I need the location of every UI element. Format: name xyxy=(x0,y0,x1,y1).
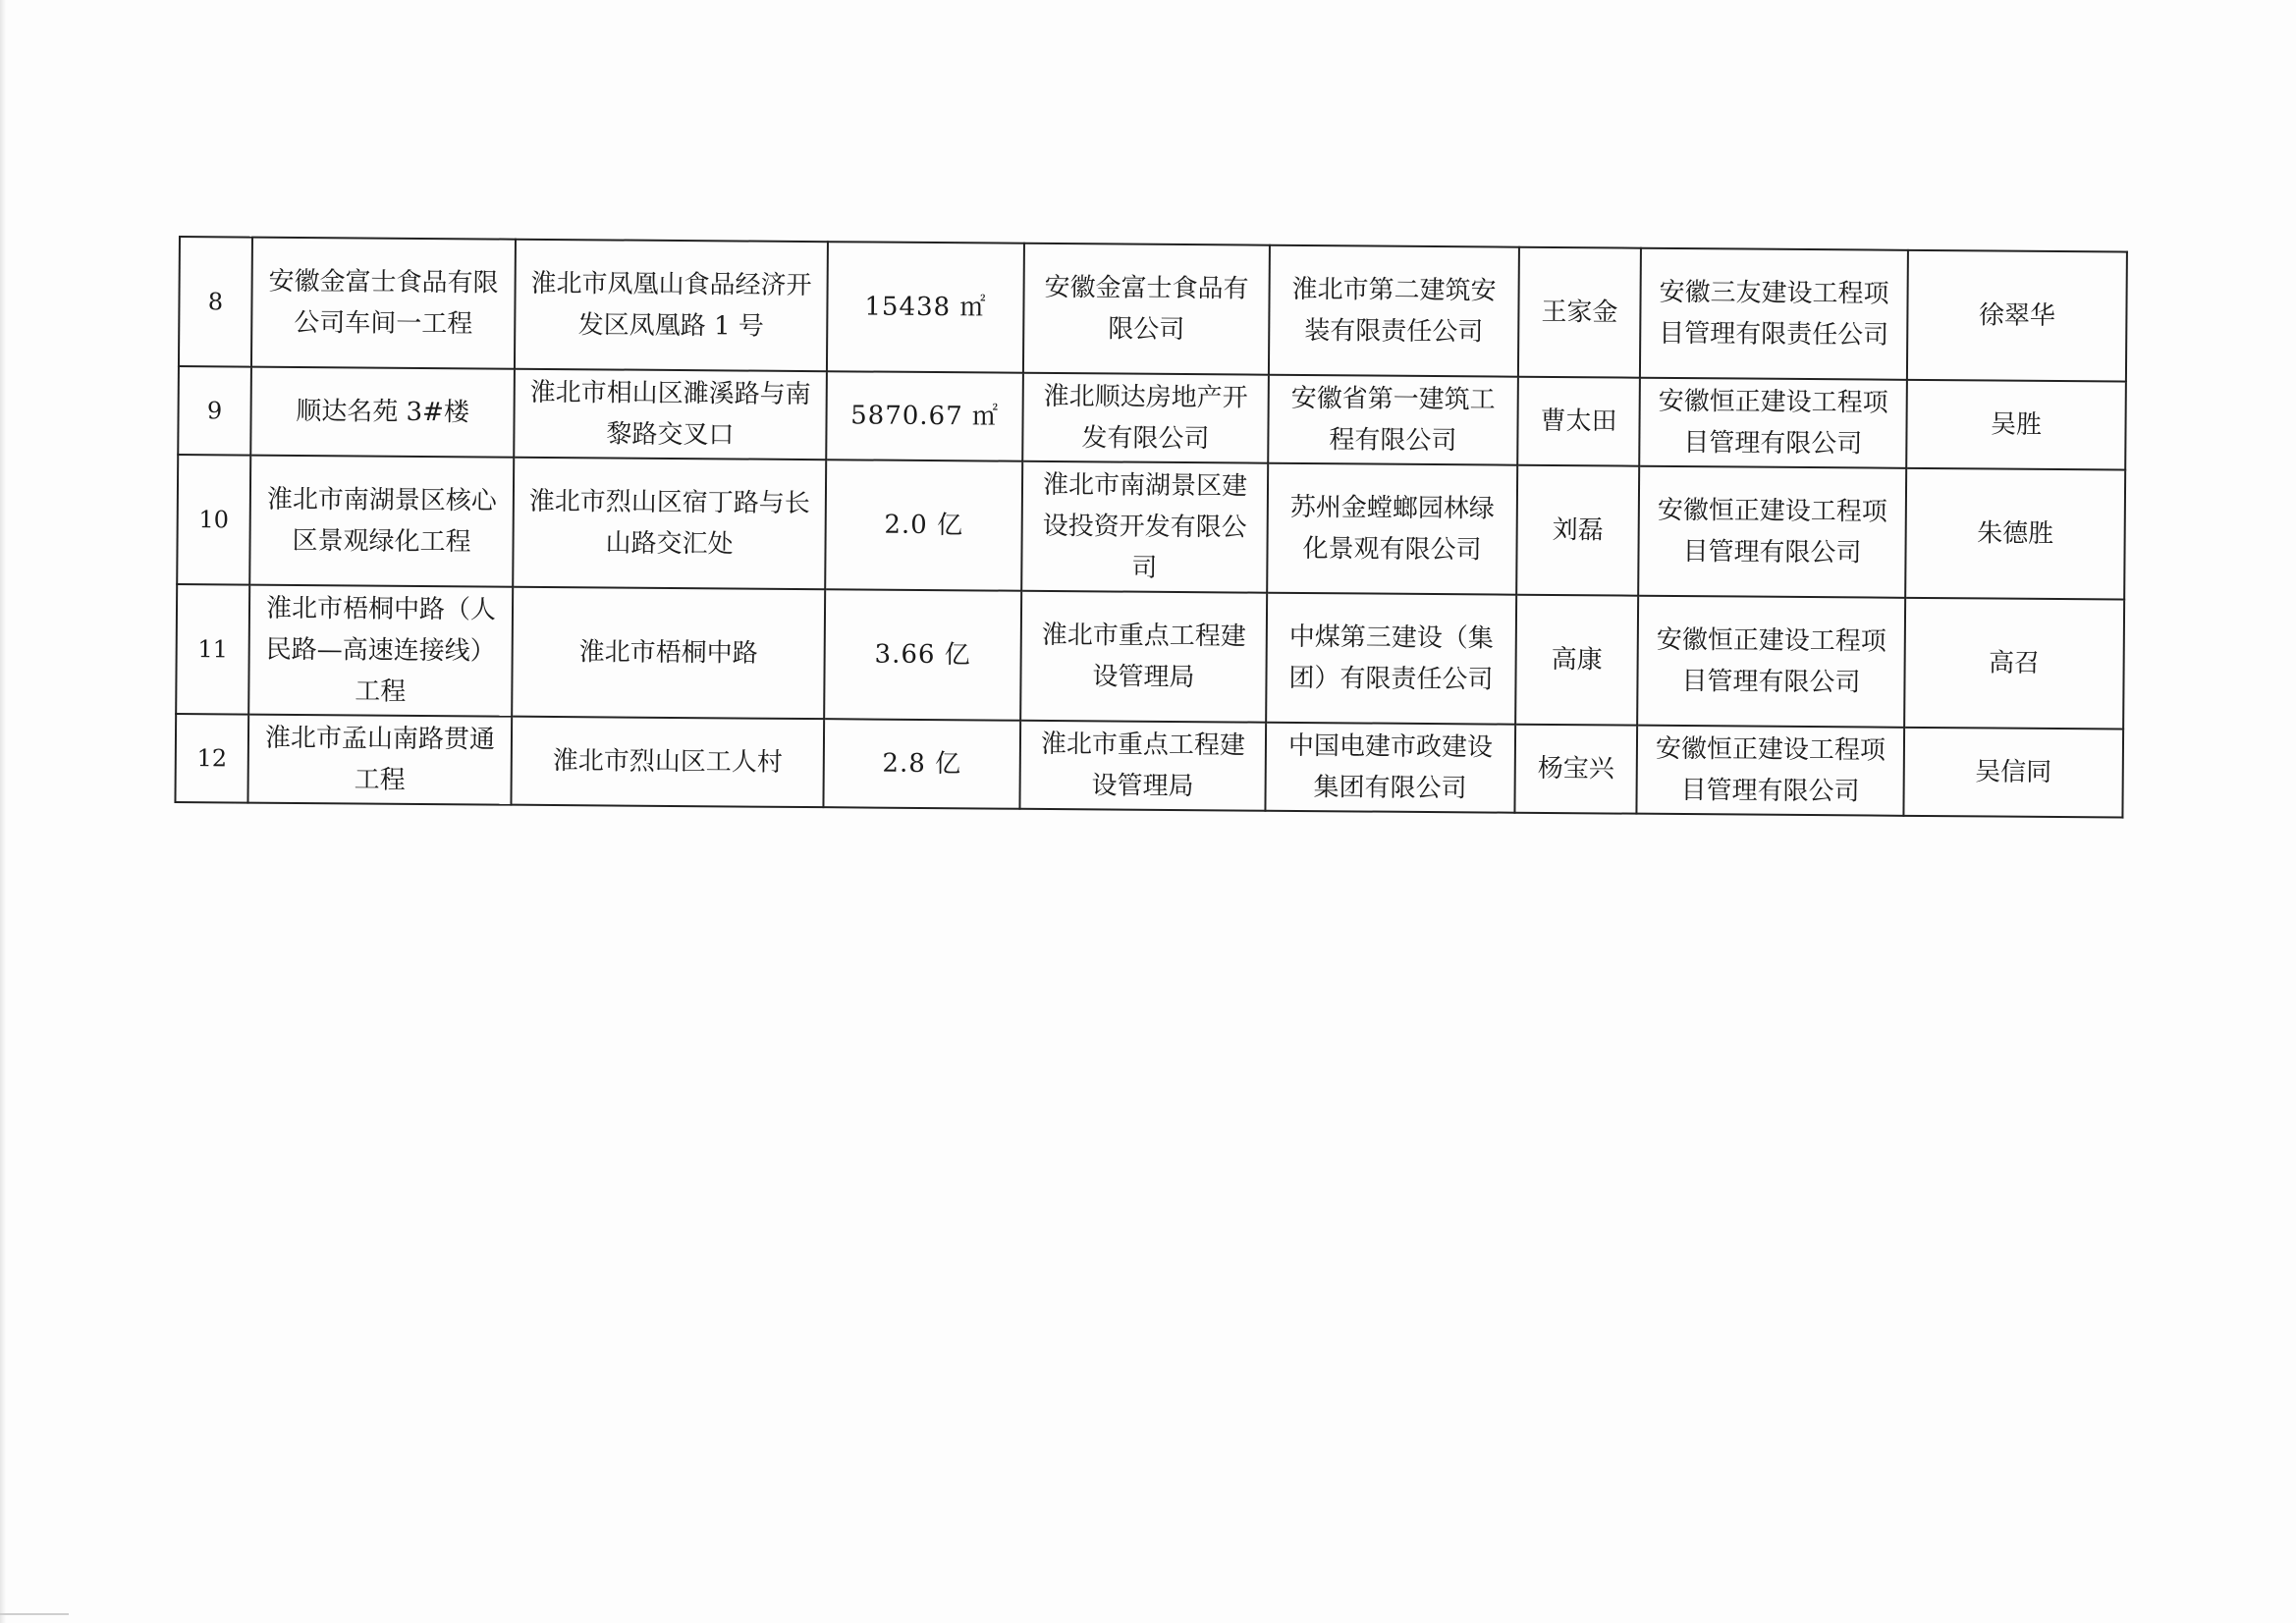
project-location: 淮北市相山区濉溪路与南黎路交叉口 xyxy=(514,369,827,460)
construction-unit: 中国电建市政建设集团有限公司 xyxy=(1265,723,1515,813)
project-name: 淮北市南湖景区核心区景观绿化工程 xyxy=(249,456,514,587)
table-row xyxy=(176,584,2124,730)
chief-supervisor: 徐翠华 xyxy=(1907,250,2127,382)
table-row xyxy=(178,366,2126,470)
scan-artifact-line xyxy=(0,1613,69,1615)
project-name: 淮北市孟山南路贯通工程 xyxy=(247,715,512,805)
owner-unit: 淮北顺达房地产开发有限公司 xyxy=(1022,373,1269,463)
project-location: 淮北市烈山区工人村 xyxy=(511,717,824,807)
construction-unit: 中煤第三建设（集团）有限责任公司 xyxy=(1266,593,1516,725)
supervision-unit: 安徽恒正建设工程项目管理有限公司 xyxy=(1637,596,1905,728)
project-location: 淮北市凤凰山食品经济开发区凤凰路 1 号 xyxy=(515,240,828,371)
project-manager: 刘磊 xyxy=(1516,465,1639,596)
project-name: 淮北市梧桐中路（人民路—高速连接线）工程 xyxy=(248,585,513,717)
table-row xyxy=(175,714,2123,818)
owner-unit: 淮北市重点工程建设管理局 xyxy=(1020,591,1267,723)
project-scale: 5870.67 ㎡ xyxy=(826,371,1023,461)
table-row xyxy=(177,455,2125,600)
row-number: 9 xyxy=(178,366,251,456)
supervision-unit: 安徽三友建设工程项目管理有限责任公司 xyxy=(1640,248,1908,380)
row-number: 12 xyxy=(175,714,248,803)
construction-unit: 安徽省第一建筑工程有限公司 xyxy=(1268,375,1518,465)
chief-supervisor: 吴胜 xyxy=(1906,380,2126,470)
project-name: 顺达名苑 3#楼 xyxy=(250,367,515,458)
project-records-table xyxy=(174,236,2127,819)
scan-edge-shadow xyxy=(0,0,6,1623)
project-scale: 3.66 亿 xyxy=(824,589,1021,721)
row-number: 11 xyxy=(176,584,249,715)
supervision-unit: 安徽恒正建设工程项目管理有限公司 xyxy=(1638,466,1906,598)
chief-supervisor: 高召 xyxy=(1904,598,2124,730)
construction-unit: 苏州金螳螂园林绿化景观有限公司 xyxy=(1267,463,1517,595)
construction-unit: 淮北市第二建筑安装有限责任公司 xyxy=(1269,245,1519,377)
project-location: 淮北市梧桐中路 xyxy=(512,587,825,719)
project-manager: 杨宝兴 xyxy=(1514,725,1637,814)
table-row xyxy=(179,237,2127,382)
owner-unit: 安徽金富士食品有限公司 xyxy=(1023,243,1270,375)
row-number: 10 xyxy=(177,455,250,585)
chief-supervisor: 朱德胜 xyxy=(1905,468,2125,600)
owner-unit: 淮北市重点工程建设管理局 xyxy=(1019,721,1266,811)
supervision-unit: 安徽恒正建设工程项目管理有限公司 xyxy=(1636,726,1904,816)
supervision-unit: 安徽恒正建设工程项目管理有限公司 xyxy=(1639,378,1907,468)
project-manager: 高康 xyxy=(1515,595,1638,726)
project-scale: 2.8 亿 xyxy=(823,719,1020,809)
owner-unit: 淮北市南湖景区建设投资开发有限公司 xyxy=(1021,461,1268,593)
row-number: 8 xyxy=(179,237,252,367)
project-manager: 王家金 xyxy=(1518,247,1641,378)
project-scale: 15438 ㎡ xyxy=(827,242,1024,373)
project-scale: 2.0 亿 xyxy=(825,460,1022,591)
chief-supervisor: 吴信同 xyxy=(1903,728,2123,818)
project-manager: 曹太田 xyxy=(1517,377,1640,466)
project-location: 淮北市烈山区宿丁路与长山路交汇处 xyxy=(513,458,826,589)
project-name: 安徽金富士食品有限公司车间一工程 xyxy=(251,238,516,369)
